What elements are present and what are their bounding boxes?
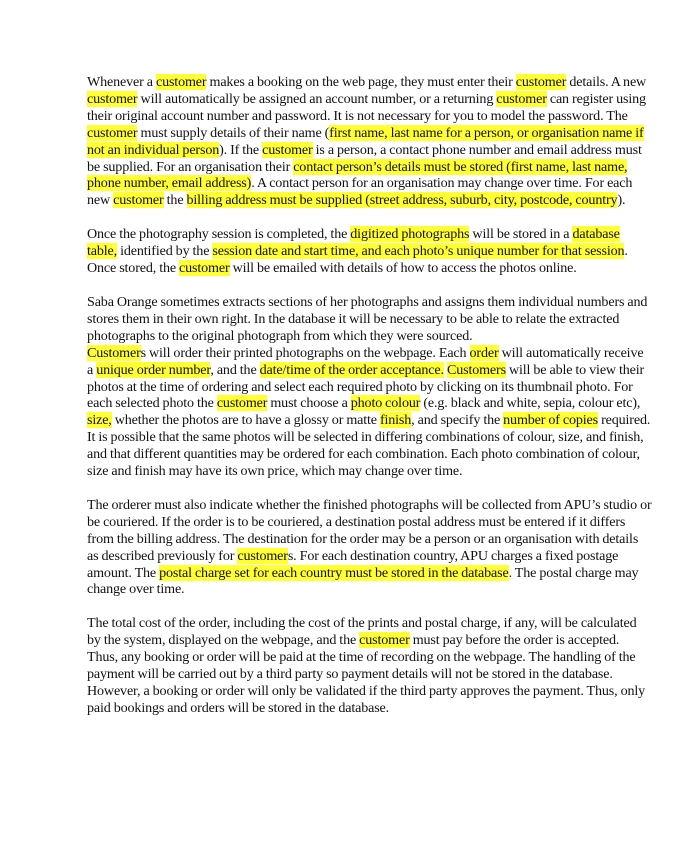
paragraph-photo-storage bbox=[87, 226, 652, 277]
paragraph-delivery bbox=[87, 497, 652, 598]
highlighted-text: contact person’s details must be stored (first name, last name, phone number, email address) bbox=[87, 158, 628, 192]
body-text: . Once stored, the bbox=[87, 243, 628, 277]
body-text: (e.g. black and white, sepia, colour etc), bbox=[420, 395, 641, 412]
body-text: required. It is possible that the same photos will be selected in differing combinations of colour, size, and finish, and that different quantities may be ordered for each combination. Each photo combination of colour, size and finish may have its own price, which may change over time. bbox=[87, 412, 651, 480]
body-text: will automatically receive a bbox=[87, 344, 644, 378]
highlighted-text: Customers bbox=[446, 361, 506, 378]
highlighted-text: finish bbox=[379, 412, 412, 429]
body-text: , and specify the bbox=[411, 412, 504, 429]
body-text: the bbox=[163, 192, 187, 209]
paragraph-extracted-photos bbox=[87, 294, 652, 345]
highlighted-text: order bbox=[469, 344, 499, 361]
highlighted-text: unique order number bbox=[96, 361, 211, 378]
body-text: ). If the bbox=[219, 141, 263, 158]
highlighted-text: customer bbox=[237, 547, 288, 564]
highlighted-text: customer bbox=[216, 395, 268, 412]
body-text: Once the photography session is completed, the bbox=[87, 226, 351, 243]
highlighted-text: customer bbox=[179, 260, 230, 277]
highlighted-text: customer bbox=[496, 90, 547, 107]
highlighted-text: customer bbox=[87, 124, 138, 141]
body-text: . The postal charge may change over time. bbox=[87, 564, 639, 598]
highlighted-text: customer bbox=[87, 90, 138, 107]
body-text: The orderer must also indicate whether the finished photographs will be collected from APU’s studio or be couriered. If the order is to be couriered, a destination postal address must be entered if it differs from the billing address. The destination for the order may be a person or an organisation with details as described previously for bbox=[87, 496, 652, 564]
highlighted-text: customer bbox=[113, 192, 164, 209]
highlighted-text: customer bbox=[262, 141, 313, 158]
paragraph-ordering bbox=[87, 345, 652, 480]
body-text: is a person, a contact phone number and email address must be supplied. For an organisation their bbox=[87, 141, 642, 175]
body-text: must pay before the order is accepted. Thus, any booking or order will be paid at the time of recording on the webpage. The handling of the payment will be carried out by a third party so payment details will not be stored in the database. However, a booking or order will only be validated if the third party approves the payment. Thus, only paid bookings and orders will be stored in the database. bbox=[87, 632, 646, 716]
body-text: . A contact person for an organisation may change over time. For each new bbox=[87, 175, 633, 209]
body-text: , and the bbox=[210, 361, 260, 378]
highlighted-text: digitized photographs bbox=[350, 226, 470, 243]
body-text: s will order their printed photographs on the webpage. Each bbox=[140, 344, 470, 361]
body-text: The total cost of the order, including the cost of the prints and postal charge, if any, will be calculated by the system, displayed on the webpage, and the bbox=[87, 615, 637, 649]
body-text: Whenever a bbox=[87, 74, 156, 90]
body-text: Saba Orange sometimes extracts sections of her photographs and assigns them individual numbers and stores them in their own right. In the database it will be necessary to be able to relate the extracted photographs to the original photograph from which they were sourced. bbox=[87, 293, 648, 344]
highlighted-text: Customer bbox=[87, 344, 141, 361]
body-text: must supply details of their name ( bbox=[137, 124, 330, 141]
body-text: s. For each destination country, APU charges a fixed postage amount. The bbox=[87, 547, 619, 581]
body-text: identified by the bbox=[117, 243, 213, 260]
highlighted-text: photo colour bbox=[350, 395, 421, 412]
body-text: will automatically be assigned an account number, or a returning bbox=[137, 90, 497, 107]
highlighted-text: database table, bbox=[87, 226, 620, 260]
highlighted-text: billing address must be supplied (street address, suburb, city, postcode, country bbox=[186, 192, 618, 209]
body-text: can register using their original account number and password. It is not necessary for you to model the password. The bbox=[87, 90, 646, 124]
paragraph-customer-details bbox=[87, 74, 652, 209]
body-text: will be able to view their photos at the time of ordering and select each required photo by clicking on its thumbnail photo. For each selected photo the bbox=[87, 361, 645, 412]
highlighted-text: date/time of the order acceptance. bbox=[259, 361, 444, 378]
highlighted-text: customer bbox=[515, 74, 567, 90]
body-text: ). bbox=[617, 192, 626, 209]
paragraph-payment bbox=[87, 615, 652, 716]
body-text: details. A new bbox=[566, 74, 647, 90]
body-text: will be stored in a bbox=[469, 226, 573, 243]
body-text: whether the photos are to have a glossy or matte bbox=[111, 412, 380, 429]
highlighted-text: size, bbox=[87, 412, 112, 429]
highlighted-text: session date and start time, and each photo’s unique number for that session bbox=[212, 243, 625, 260]
highlighted-text: postal charge set for each country must be stored in the database bbox=[159, 564, 509, 581]
highlighted-text: customer bbox=[359, 632, 410, 649]
body-text: makes a booking on the web page, they must enter their bbox=[206, 74, 516, 90]
highlighted-text: first name, last name for a person, or organisation name if not an individual person bbox=[87, 124, 644, 158]
body-text: will be emailed with details of how to access the photos online. bbox=[229, 260, 577, 277]
body-text: must choose a bbox=[267, 395, 351, 412]
highlighted-text: number of copies bbox=[503, 412, 599, 429]
highlighted-text: customer bbox=[155, 74, 207, 90]
